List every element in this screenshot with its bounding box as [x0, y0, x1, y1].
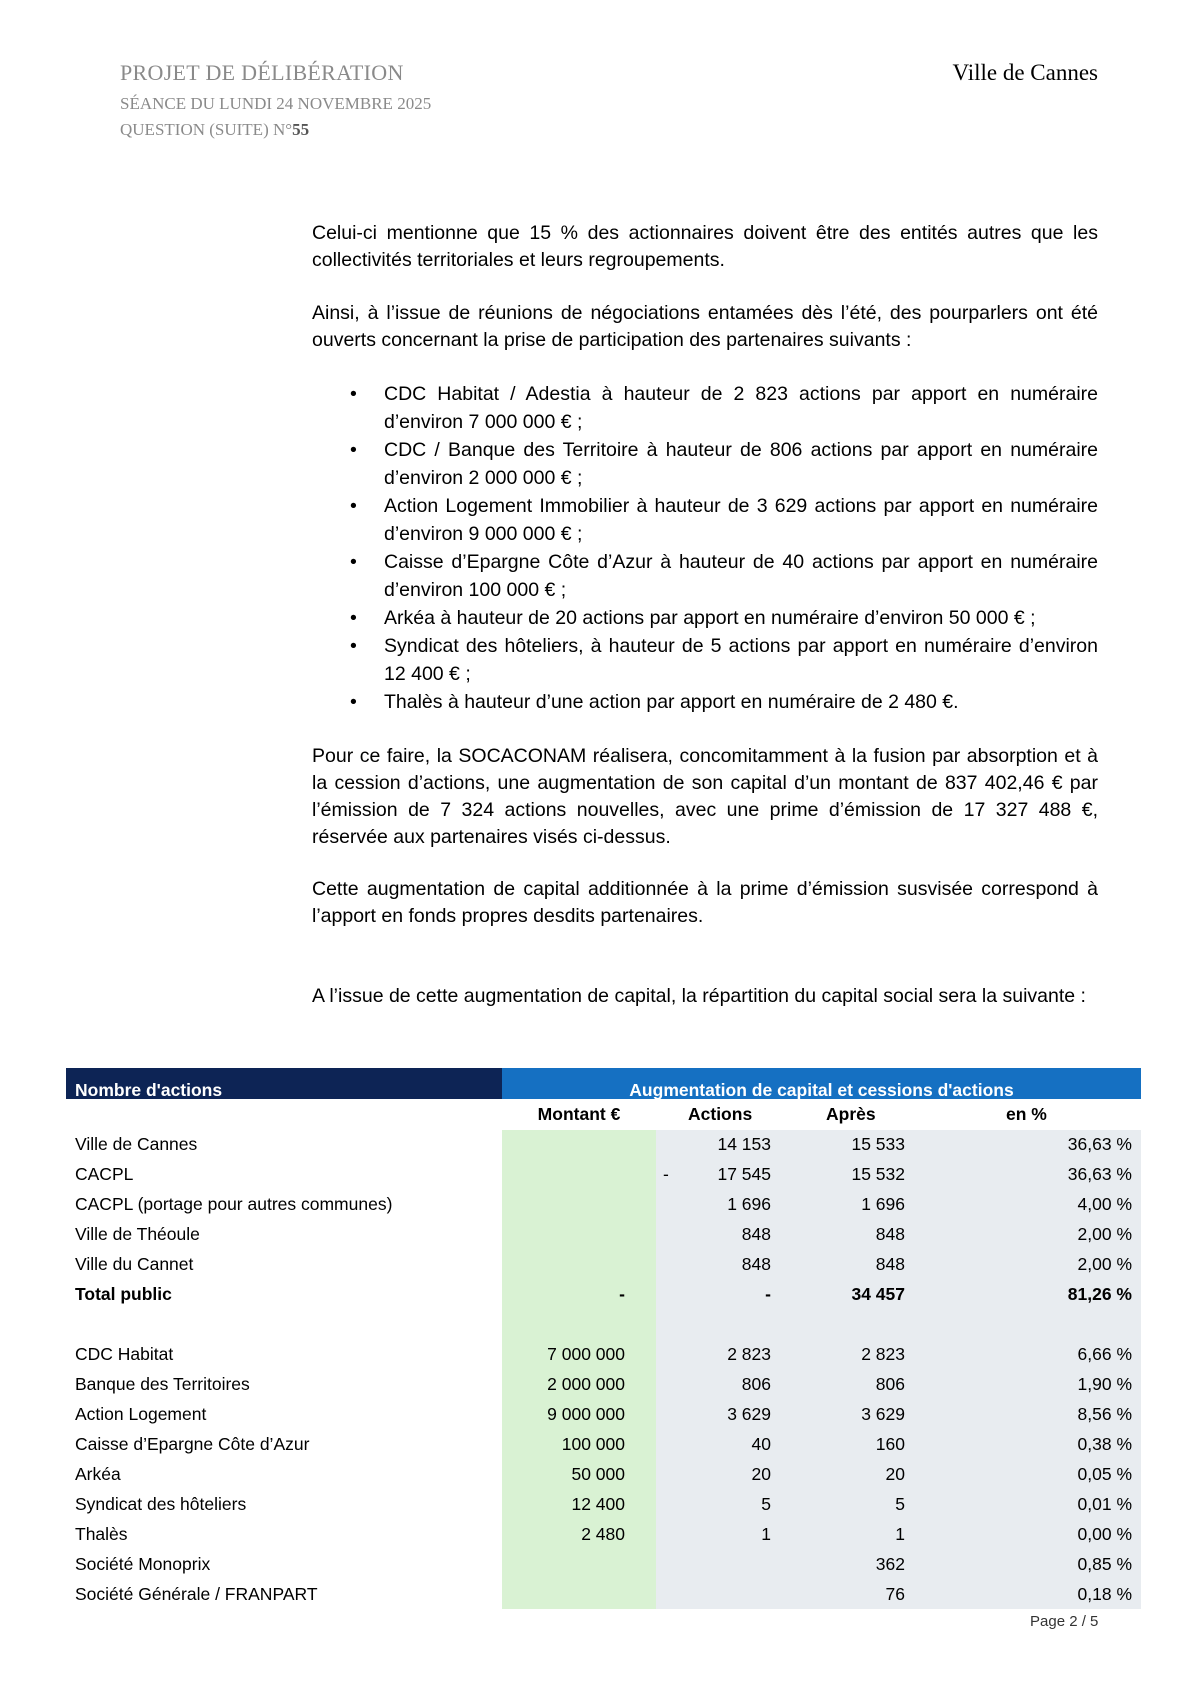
paragraph-4 — [312, 876, 1098, 930]
table-row — [66, 1249, 1141, 1279]
partner-list-item — [312, 548, 1098, 604]
cell-pct: 0,85 % — [1077, 1554, 1132, 1574]
question-label: QUESTION (SUITE) N° — [120, 120, 293, 139]
col-actions: Actions — [688, 1104, 753, 1124]
cell-pct: 36,63 % — [1067, 1134, 1132, 1154]
cell-pct: 0,38 % — [1077, 1434, 1132, 1454]
cell-actions: 2 823 — [727, 1344, 771, 1364]
cell-pct: 81,26 % — [1067, 1284, 1132, 1304]
cell-label: CDC Habitat — [75, 1344, 174, 1364]
table-row — [66, 1279, 1141, 1309]
cell-pct: 0,05 % — [1077, 1464, 1132, 1484]
cell-label: Ville de Cannes — [75, 1134, 198, 1154]
cell-apres: 34 457 — [851, 1284, 905, 1304]
partner-list-item-text: Thalès à hauteur d’une action par apport en numéraire de 2 480 €. — [384, 691, 959, 713]
partner-list-item — [312, 436, 1098, 492]
table-row — [66, 1339, 1141, 1369]
cell-actions: 3 629 — [727, 1404, 771, 1424]
table-body — [66, 1099, 1141, 1609]
cell-label: Syndicat des hôteliers — [75, 1494, 247, 1514]
bullet-icon: • — [350, 495, 357, 517]
cell-apres: 160 — [875, 1434, 905, 1454]
table-row — [66, 1189, 1141, 1219]
cell-label: Action Logement — [75, 1404, 207, 1424]
partner-list-item — [312, 604, 1098, 632]
cell-apres: 15 533 — [851, 1134, 905, 1154]
cell-label: CACPL (portage pour autres communes) — [75, 1194, 393, 1214]
cell-label: Caisse d’Epargne Côte d’Azur — [75, 1434, 310, 1454]
cell-pct: 2,00 % — [1077, 1224, 1132, 1244]
cell-actions: 806 — [741, 1374, 771, 1394]
table-row — [66, 1369, 1141, 1399]
bullet-icon: • — [350, 551, 357, 573]
cell-montant: 100 000 — [561, 1434, 625, 1454]
partner-list-item-text: Caisse d’Epargne Côte d’Azur à hauteur de 40 actions par apport en numéraire d’environ 100 000 € ; — [384, 551, 1098, 601]
cell-actions: 848 — [741, 1224, 771, 1244]
paragraph-3 — [312, 743, 1098, 851]
bullet-icon: • — [350, 607, 357, 629]
cell-pct: 8,56 % — [1077, 1404, 1132, 1424]
cell-label: Société Générale / FRANPART — [75, 1584, 318, 1604]
cell-dash: - — [663, 1164, 669, 1184]
document-title: PROJET DE DÉLIBÉRATION — [120, 60, 404, 85]
cell-apres: 848 — [875, 1254, 905, 1274]
page-number: Page 2 / 5 — [1030, 1613, 1099, 1630]
cell-label: Thalès — [75, 1524, 128, 1544]
cell-pct: 0,01 % — [1077, 1494, 1132, 1514]
cell-actions: 17 545 — [717, 1164, 771, 1184]
question-number: 55 — [292, 120, 310, 139]
table-row — [66, 1519, 1141, 1549]
cell-label: Société Monoprix — [75, 1554, 211, 1574]
cell-label: Ville du Cannet — [75, 1254, 194, 1274]
paragraph-5 — [312, 983, 1098, 1010]
cell-apres: 20 — [885, 1464, 905, 1484]
paragraph-5-text: A l’issue de cette augmentation de capital, la répartition du capital social sera la suivante : — [312, 985, 1086, 1007]
cell-actions: 14 153 — [717, 1134, 771, 1154]
paragraph-3-text: Pour ce faire, la SOCACONAM réalisera, concomitamment à la fusion par absorption et à la cession d’actions, une augmentation de son capital d’un montant de 837 402,46 € par l’émission de 7 324 actions nouvelles, avec une prime d’émission de 17 327 488 €, réservée aux partenaires visés ci-dessus. — [312, 745, 1098, 848]
paragraph-1 — [312, 220, 1098, 274]
capital-table — [66, 1068, 1141, 1609]
paragraph-1-text: Celui-ci mentionne que 15 % des actionnaires doivent être des entités autres que les collectivités territoriales et leurs regroupements. — [312, 222, 1098, 271]
partner-list-item — [312, 632, 1098, 688]
cell-montant: 7 000 000 — [547, 1344, 625, 1364]
question-line — [120, 120, 431, 140]
partner-list-item — [312, 492, 1098, 548]
seance-date: LUNDI 24 NOVEMBRE 2025 — [219, 94, 432, 113]
cell-label: Banque des Territoires — [75, 1374, 250, 1394]
cell-montant: - — [619, 1284, 625, 1304]
seance-line — [120, 94, 431, 114]
cell-montant: 12 400 — [571, 1494, 625, 1514]
table-row — [66, 1579, 1141, 1609]
seance-label: SÉANCE DU — [120, 94, 215, 113]
cell-apres: 76 — [885, 1584, 905, 1604]
table-row — [66, 1219, 1141, 1249]
table-row — [66, 1309, 1141, 1339]
table-row — [66, 1549, 1141, 1579]
table-header — [66, 1068, 1141, 1099]
partner-list-item-text: Arkéa à hauteur de 20 actions par apport en numéraire d’environ 50 000 € ; — [384, 607, 1036, 629]
table-row — [66, 1159, 1141, 1189]
paragraph-2 — [312, 300, 1098, 354]
table-row — [66, 1129, 1141, 1159]
document-header — [120, 60, 431, 146]
bullet-icon: • — [350, 691, 357, 713]
cell-actions: 1 696 — [727, 1194, 771, 1214]
cell-actions: 20 — [751, 1464, 771, 1484]
cell-apres: 5 — [895, 1494, 905, 1514]
cell-actions: 1 — [761, 1524, 771, 1544]
cell-actions: 848 — [741, 1254, 771, 1274]
cell-label: CACPL — [75, 1164, 134, 1184]
partner-list-item — [312, 380, 1098, 436]
cell-apres: 1 696 — [861, 1194, 905, 1214]
cell-montant: 50 000 — [571, 1464, 625, 1484]
cell-apres: 3 629 — [861, 1404, 905, 1424]
partner-list-item-text: Syndicat des hôteliers, à hauteur de 5 actions par apport en numéraire d’environ 12 400 € ; — [384, 635, 1098, 685]
bullet-icon: • — [350, 383, 357, 405]
cell-pct: 36,63 % — [1067, 1164, 1132, 1184]
partner-list-item — [312, 688, 1098, 716]
cell-montant: 9 000 000 — [547, 1404, 625, 1424]
table-row — [66, 1429, 1141, 1459]
city-name: Ville de Cannes — [952, 60, 1098, 85]
partner-list — [312, 380, 1098, 716]
table-head-left: Nombre d'actions — [66, 1068, 502, 1099]
cell-actions: - — [765, 1284, 771, 1304]
cell-pct: 6,66 % — [1077, 1344, 1132, 1364]
column-headers — [66, 1099, 1141, 1129]
cell-pct: 2,00 % — [1077, 1254, 1132, 1274]
cell-actions: 40 — [751, 1434, 771, 1454]
partner-list-item-text: CDC / Banque des Territoire à hauteur de 806 actions par apport en numéraire d’environ 2 000 000 € ; — [384, 439, 1098, 489]
partner-list-item-text: CDC Habitat / Adestia à hauteur de 2 823 actions par apport en numéraire d’environ 7 000 000 € ; — [384, 383, 1098, 433]
cell-montant: 2 480 — [581, 1524, 625, 1544]
table-row — [66, 1459, 1141, 1489]
partner-list-item-text: Action Logement Immobilier à hauteur de 3 629 actions par apport en numéraire d’environ 9 000 000 € ; — [384, 495, 1098, 545]
table-head-right: Augmentation de capital et cessions d'actions — [502, 1068, 1141, 1099]
cell-label: Total public — [75, 1284, 172, 1304]
cell-apres: 848 — [875, 1224, 905, 1244]
table-row — [66, 1399, 1141, 1429]
col-montant: Montant € — [537, 1104, 621, 1124]
paragraph-4-text: Cette augmentation de capital additionnée à la prime d’émission susvisée correspond à l’apport en fonds propres desdits partenaires. — [312, 878, 1098, 927]
cell-pct: 0,18 % — [1077, 1584, 1132, 1604]
cell-montant: 2 000 000 — [547, 1374, 625, 1394]
cell-pct: 1,90 % — [1077, 1374, 1132, 1394]
table-row — [66, 1489, 1141, 1519]
cell-apres: 1 — [895, 1524, 905, 1544]
cell-pct: 0,00 % — [1077, 1524, 1132, 1544]
col-apres: Après — [826, 1104, 876, 1124]
cell-apres: 2 823 — [861, 1344, 905, 1364]
bullet-icon: • — [350, 635, 357, 657]
cell-label: Arkéa — [75, 1464, 121, 1484]
cell-apres: 362 — [875, 1554, 905, 1574]
cell-apres: 15 532 — [851, 1164, 905, 1184]
cell-apres: 806 — [875, 1374, 905, 1394]
bullet-icon: • — [350, 439, 357, 461]
paragraph-2-text: Ainsi, à l’issue de réunions de négociations entamées dès l’été, des pourparlers ont été ouverts concernant la prise de participation des partenaires suivants : — [312, 302, 1098, 351]
cell-pct: 4,00 % — [1077, 1194, 1132, 1214]
cell-label: Ville de Théoule — [75, 1224, 200, 1244]
cell-actions: 5 — [761, 1494, 771, 1514]
col-pct: en % — [1006, 1104, 1047, 1124]
